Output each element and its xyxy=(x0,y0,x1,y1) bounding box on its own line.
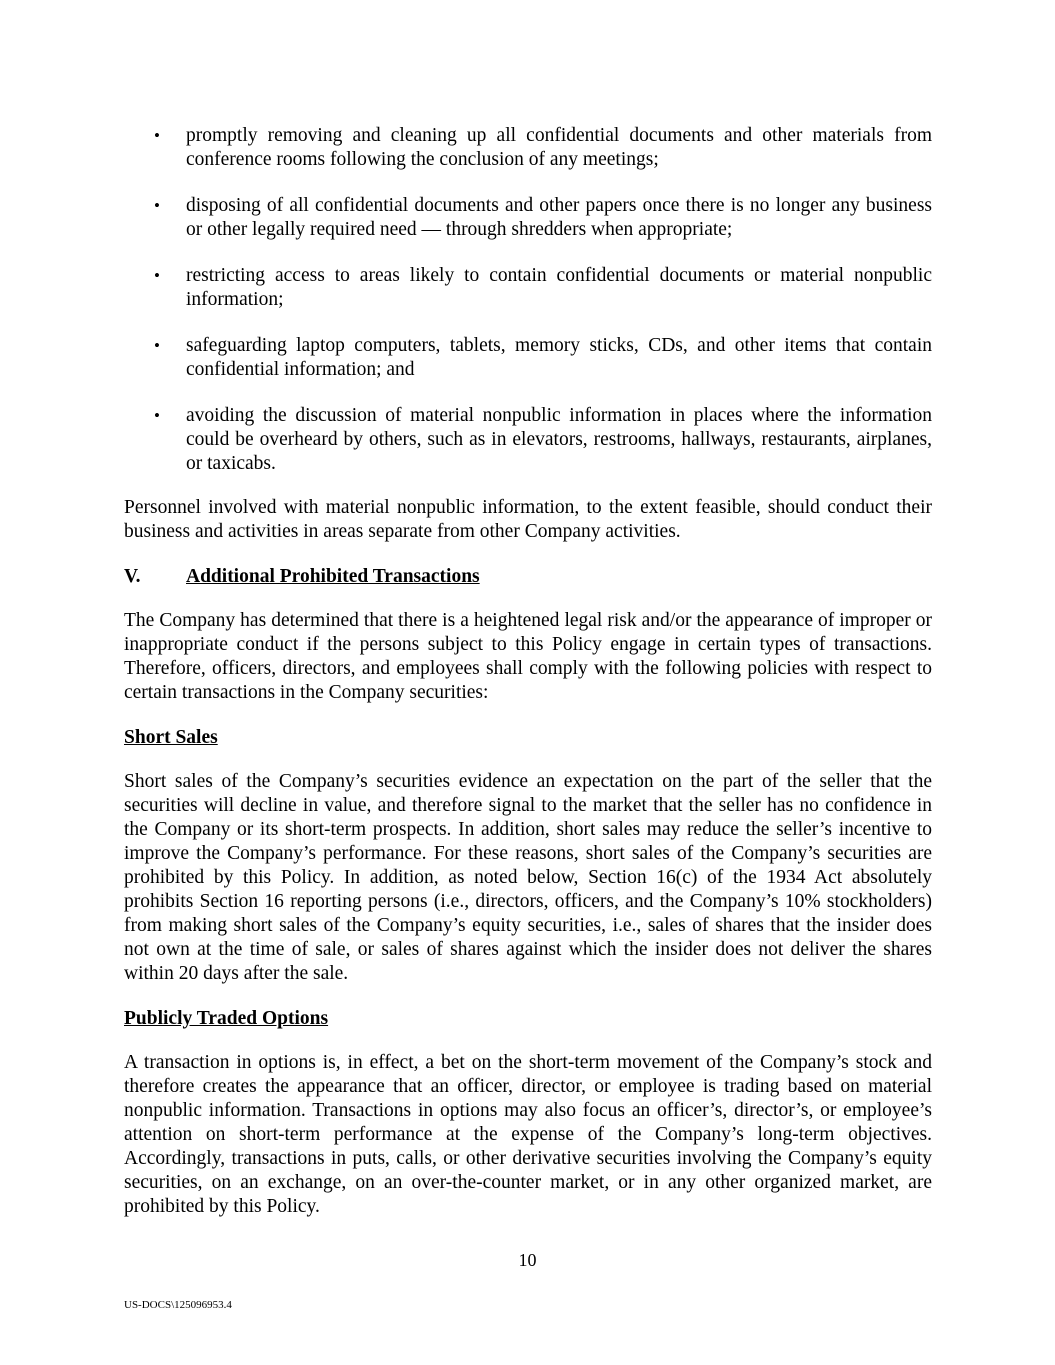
short-sales-heading: Short Sales xyxy=(124,727,218,748)
bullet-item xyxy=(124,404,932,476)
bullet-item xyxy=(124,334,932,382)
bullet-text: disposing of all confidential documents and other papers once there is no longer any business or other legally required need — through shredders when appropriate; xyxy=(186,195,932,240)
bullet-icon: • xyxy=(154,406,160,425)
section-title: Additional Prohibited Transactions xyxy=(186,566,480,587)
section-heading xyxy=(124,565,932,589)
section-intro-paragraph: The Company has determined that there is a heightened legal risk and/or the appearance of improper or inappropriate conduct if the persons subject to this Policy engage in certain types of transactions. Therefore, officers, directors, and employees shall comply with the following policies with respect to certain transactions in the Company securities: xyxy=(124,610,932,703)
bullet-text: safeguarding laptop computers, tablets, memory sticks, CDs, and other items that contain confidential information; and xyxy=(186,335,932,380)
bullet-text: avoiding the discussion of material nonpublic information in places where the information could be overheard by others, such as in elevators, restrooms, hallways, restaurants, airplanes, or taxicabs. xyxy=(186,405,932,474)
bullet-icon: • xyxy=(154,196,160,215)
bullet-item xyxy=(124,194,932,242)
confidentiality-bullet-list xyxy=(124,124,932,476)
personnel-paragraph: Personnel involved with material nonpublic information, to the extent feasible, should conduct their business and activities in areas separate from other Company activities. xyxy=(124,497,932,542)
bullet-item xyxy=(124,264,932,312)
publicly-traded-options-paragraph: A transaction in options is, in effect, a bet on the short-term movement of the Company’s stock and therefore creates the appearance that an officer, director, or employee is trading based on material nonpublic information. Transactions in options may also focus an officer’s, director’s, or employee’s attention on short-term performance at the expense of the Company’s long-term objectives. Accordingly, transactions in puts, calls, or other derivative securities involving the Company’s equity securities, on an exchange, on an over-the-counter market, or in any other organized market, are prohibited by this Policy. xyxy=(124,1052,932,1217)
bullet-icon: • xyxy=(154,126,160,145)
short-sales-paragraph: Short sales of the Company’s securities evidence an expectation on the part of the seller that the securities will decline in value, and therefore signal to the market that the seller has no confidence in the Company or its short-term prospects. In addition, short sales may reduce the seller’s incentive to improve the Company’s performance. For these reasons, short sales of the Company’s securities are prohibited by this Policy. In addition, as noted below, Section 16(c) of the 1934 Act absolutely prohibits Section 16 reporting persons (i.e., directors, officers, and the Company’s 10% stockholders) from making short sales of the Company’s equity securities, i.e., sales of shares that the insider does not own at the time of sale, or sales of shares against which the insider does not deliver the shares within 20 days after the sale. xyxy=(124,771,932,984)
bullet-text: promptly removing and cleaning up all confidential documents and other materials from conference rooms following the conclusion of any meetings; xyxy=(186,125,932,170)
section-number: V. xyxy=(124,566,141,587)
document-id: US-DOCS\125096953.4 xyxy=(124,1299,232,1311)
page-number: 10 xyxy=(518,1250,537,1270)
publicly-traded-options-heading: Publicly Traded Options xyxy=(124,1008,329,1029)
bullet-icon: • xyxy=(154,336,160,355)
bullet-text: restricting access to areas likely to contain confidential documents or material nonpublic information; xyxy=(186,265,932,310)
bullet-icon: • xyxy=(154,266,160,285)
bullet-item xyxy=(124,124,932,172)
page-body xyxy=(124,124,932,1240)
